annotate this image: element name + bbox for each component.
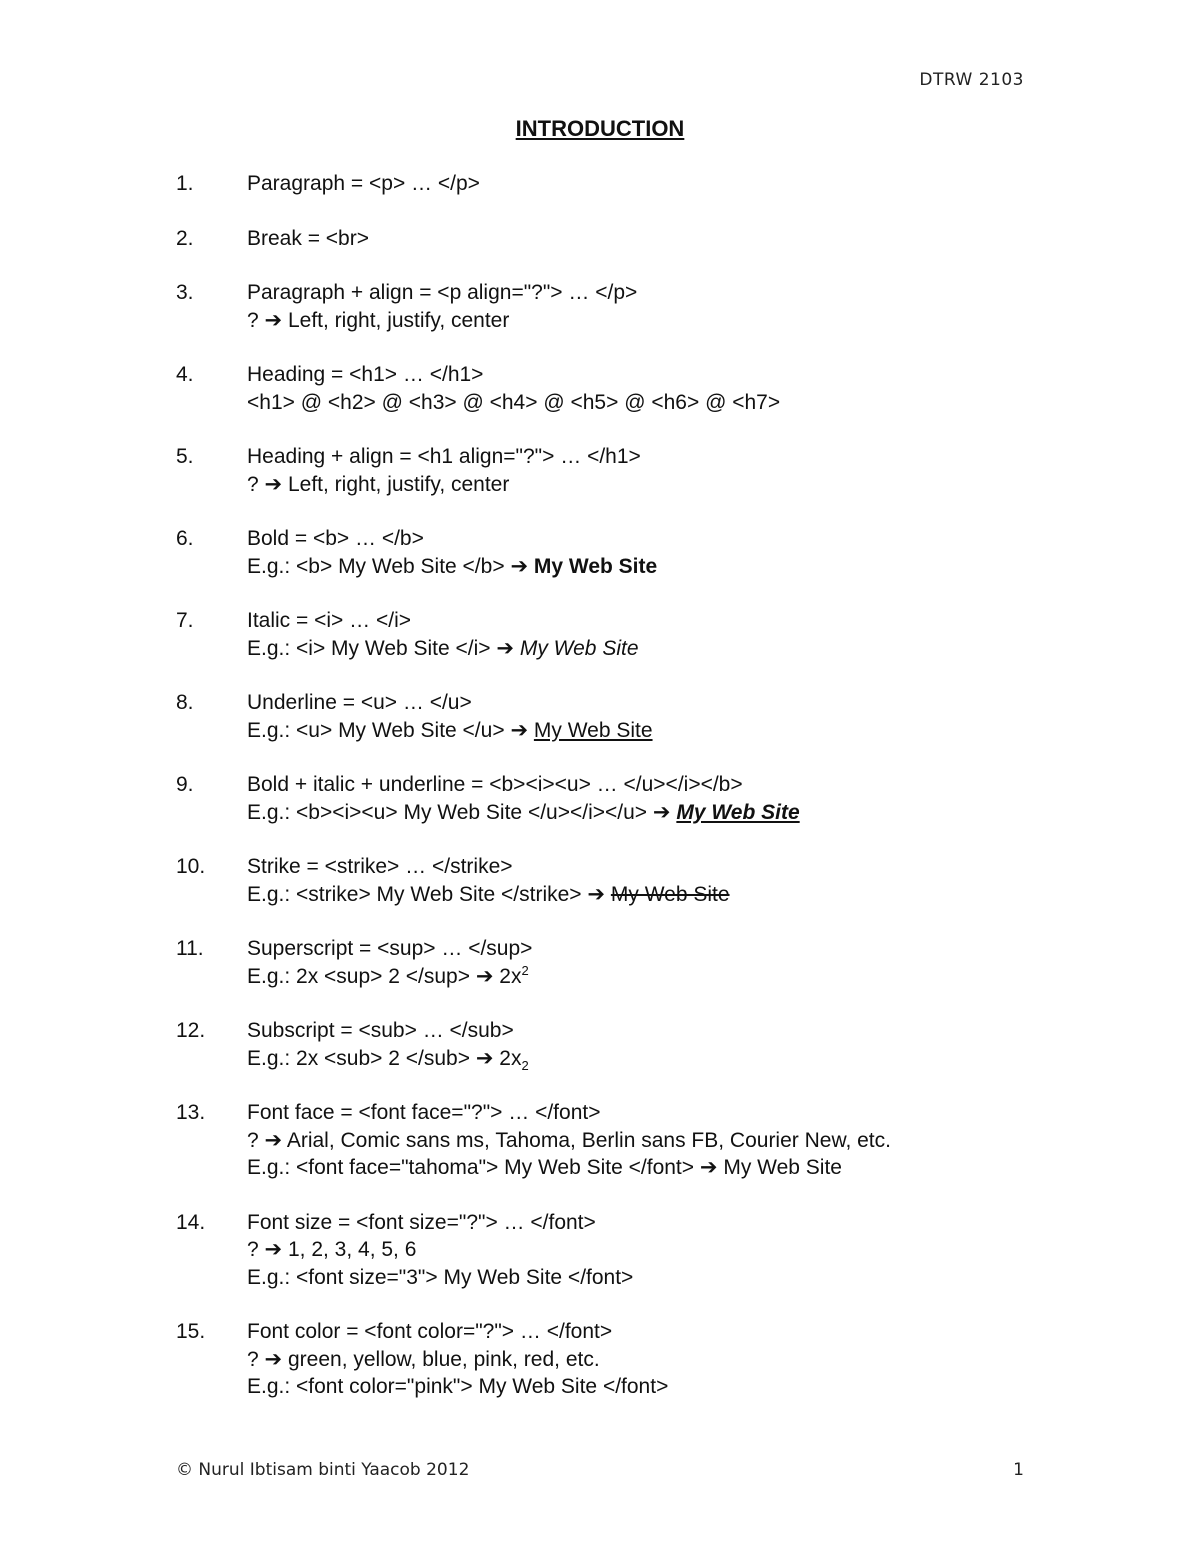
arrow-icon: ➔ — [587, 881, 606, 906]
options-text: 1, 2, 3, 4, 5, 6 — [287, 1238, 417, 1261]
item-definition: Bold + italic + underline = <b><i><u> … </u></i></b> — [247, 773, 743, 796]
list-item-13 — [176, 1099, 1036, 1182]
page-title: INTRODUCTION — [515, 116, 685, 141]
arrow-icon: ➔ — [510, 717, 529, 742]
arrow-icon: ➔ — [475, 1045, 494, 1070]
item-definition: Italic = <i> … </i> — [247, 609, 412, 632]
options-text: Left, right, justify, center — [287, 472, 510, 496]
list-item-8 — [176, 689, 1036, 744]
list-item-2 — [176, 225, 1036, 253]
item-number: 1. — [176, 172, 194, 195]
arrow-icon: ➔ — [264, 1127, 283, 1152]
item-definition: Superscript = <sup> … </sup> — [247, 937, 533, 960]
options-text: Arial, Comic sans ms, Tahoma, Berlin sans FB, Courier New, etc. — [286, 1128, 891, 1152]
item-example — [247, 963, 1036, 991]
result-subscript: 2 — [521, 1057, 529, 1073]
example-code: E.g.: <u> My Web Site </u> — [247, 718, 505, 742]
result-superscript: 2 — [521, 962, 529, 978]
arrow-icon: ➔ — [652, 799, 671, 824]
item-options — [247, 307, 1036, 335]
result-base: 2x — [499, 964, 522, 988]
arrow-icon: ➔ — [510, 553, 529, 578]
item-number: 4. — [176, 363, 194, 386]
item-definition: Subscript = <sub> … </sub> — [247, 1019, 514, 1042]
item-options — [247, 471, 1036, 499]
options-marker: ? — [247, 1128, 259, 1152]
example-result: My Web Site — [533, 554, 658, 578]
example-code: E.g.: <strike> My Web Site </strike> — [247, 882, 582, 906]
item-example — [247, 799, 1036, 827]
item-definition: Font face = <font face="?"> … </font> — [247, 1101, 601, 1124]
list-item-6 — [176, 525, 1036, 580]
example-result: My Web Site — [723, 1156, 842, 1179]
item-number: 15. — [176, 1320, 206, 1343]
item-number: 5. — [176, 445, 194, 468]
list-item-15 — [176, 1318, 1036, 1401]
options-marker: ? — [247, 1238, 259, 1261]
item-definition: Heading = <h1> … </h1> — [247, 363, 484, 386]
item-options: <h1> @ <h2> @ <h3> @ <h4> @ <h5> @ <h6> @ <h7> — [247, 390, 781, 414]
list-item-10 — [176, 853, 1036, 908]
item-number: 11. — [176, 937, 204, 960]
item-example — [247, 635, 1036, 663]
item-options — [247, 1127, 1036, 1155]
arrow-icon: ➔ — [264, 1237, 283, 1261]
example-result: My Web Site — [533, 718, 653, 742]
options-marker: ? — [247, 308, 259, 332]
course-code: DTRW 2103 — [919, 70, 1024, 90]
arrow-icon: ➔ — [264, 471, 283, 496]
item-number: 2. — [176, 226, 194, 250]
item-definition: Font size = <font size="?"> … </font> — [247, 1210, 596, 1234]
list-item-3 — [176, 279, 1036, 334]
item-number: 10. — [176, 855, 206, 878]
list-item-12 — [176, 1017, 1036, 1072]
example-code: E.g.: <b><i><u> My Web Site </u></i></u> — [247, 800, 648, 824]
example-code: E.g.: <b> My Web Site </b> — [247, 554, 505, 578]
item-options — [247, 1346, 1036, 1374]
example-result — [499, 962, 529, 988]
item-definition: Font color = <font color="?"> … </font> — [247, 1320, 613, 1343]
item-number: 6. — [176, 527, 194, 550]
item-definition: Underline = <u> … </u> — [247, 691, 472, 714]
example-result: My Web Site — [610, 882, 730, 906]
list-item-1 — [176, 170, 1036, 198]
item-number: 9. — [176, 773, 194, 796]
item-number: 14. — [176, 1210, 206, 1234]
example-result — [499, 1046, 529, 1073]
arrow-icon: ➔ — [475, 963, 494, 988]
page-number: 1 — [1013, 1460, 1024, 1480]
item-definition: Strike = <strike> … </strike> — [247, 855, 513, 878]
list-item-9 — [176, 771, 1036, 826]
options-marker: ? — [247, 1347, 259, 1371]
arrow-icon: ➔ — [264, 1346, 283, 1371]
item-example — [247, 717, 1036, 745]
item-number: 8. — [176, 691, 194, 714]
options-text: Left, right, justify, center — [287, 308, 510, 332]
list-item-4 — [176, 361, 1036, 416]
example-code: E.g.: 2x <sup> 2 </sup> — [247, 964, 470, 988]
item-example — [247, 881, 1036, 909]
options-text: green, yellow, blue, pink, red, etc. — [287, 1347, 600, 1371]
arrow-icon: ➔ — [699, 1155, 718, 1179]
example-code: E.g.: <font face="tahoma"> My Web Site </font> — [247, 1156, 695, 1179]
example-result: My Web Site — [676, 800, 800, 824]
item-definition: Heading + align = <h1 align="?"> … </h1> — [247, 445, 641, 468]
item-number: 7. — [176, 609, 194, 632]
item-definition: Paragraph + align = <p align="?"> … </p> — [247, 281, 638, 304]
item-definition: Bold = <b> … </b> — [247, 527, 424, 550]
footer-copyright: © Nurul Ibtisam binti Yaacob 2012 — [176, 1460, 470, 1480]
arrow-icon: ➔ — [496, 635, 515, 660]
list-item-11 — [176, 935, 1036, 990]
list-item-5 — [176, 443, 1036, 498]
item-example — [247, 553, 1036, 581]
example-code: E.g.: 2x <sub> 2 </sub> — [247, 1046, 470, 1070]
item-number: 3. — [176, 281, 194, 304]
list-item-14 — [176, 1209, 1036, 1292]
item-example: E.g.: <font size="3"> My Web Site </font> — [247, 1265, 634, 1289]
example-result: My Web Site — [519, 636, 639, 660]
options-marker: ? — [247, 472, 259, 496]
list-item-7 — [176, 607, 1036, 662]
result-base: 2x — [499, 1046, 522, 1070]
example-code: E.g.: <i> My Web Site </i> — [247, 636, 491, 660]
item-number: 12. — [176, 1019, 206, 1042]
arrow-icon: ➔ — [264, 307, 283, 332]
item-example: E.g.: <font color="pink"> My Web Site </font> — [247, 1375, 669, 1398]
item-example — [247, 1045, 1036, 1073]
item-definition: Paragraph = <p> … </p> — [247, 172, 480, 195]
item-definition: Break = <br> — [247, 226, 369, 250]
tag-list — [176, 170, 1036, 1428]
item-number: 13. — [176, 1101, 206, 1124]
item-options — [247, 1236, 1036, 1264]
item-example — [247, 1154, 1036, 1182]
